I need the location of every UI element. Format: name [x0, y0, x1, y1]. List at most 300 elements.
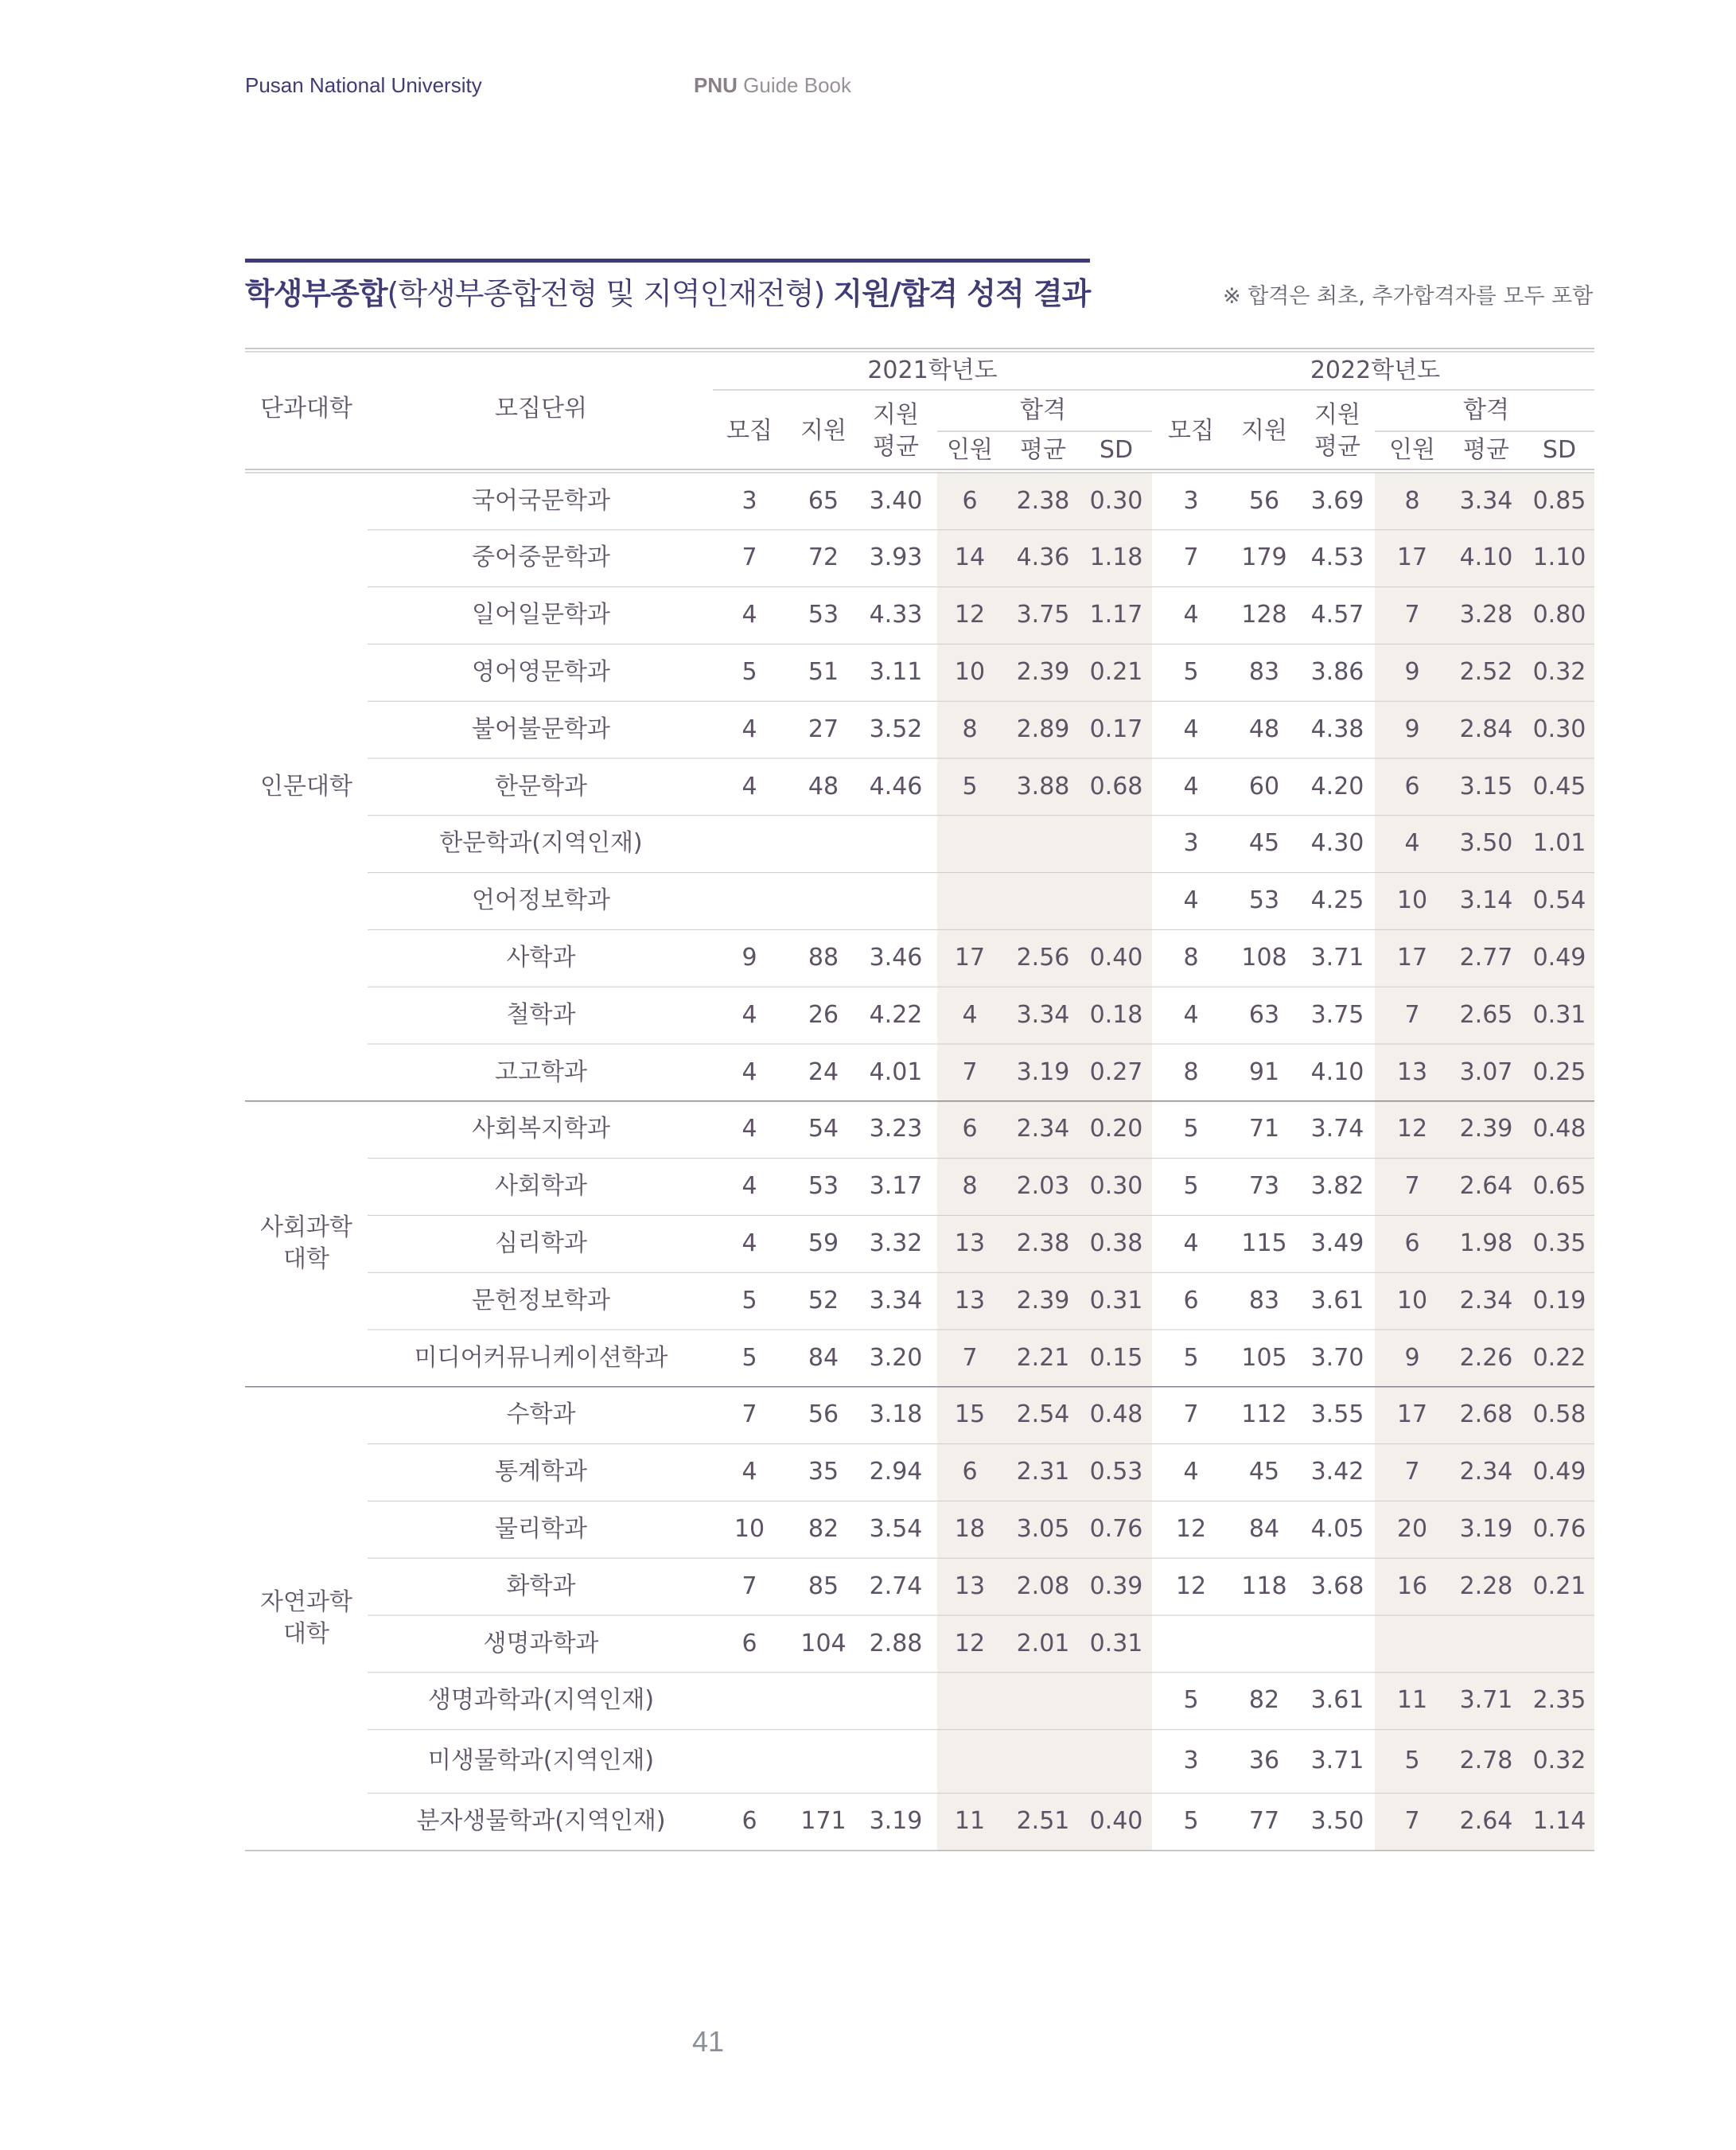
2021-recruit: 4 — [741, 772, 757, 800]
2021-sd: 0.76 — [1089, 1515, 1143, 1544]
2022-apply-avg: 4.30 — [1310, 829, 1364, 858]
2021-pass-avg: 3.34 — [1016, 1000, 1070, 1029]
2021-pass-avg: 3.05 — [1016, 1515, 1070, 1544]
2022-pass-avg: 3.28 — [1459, 601, 1513, 629]
2022-sd: 0.49 — [1532, 1458, 1586, 1486]
2022-sd: 0.49 — [1532, 944, 1586, 972]
2021-sd: 1.17 — [1089, 601, 1143, 629]
2022-recruit: 3 — [1183, 829, 1199, 858]
2021-apply: 51 — [808, 658, 839, 687]
2022-apply: 63 — [1248, 1000, 1280, 1029]
unit-name: 화학과 — [506, 1572, 576, 1600]
2022-sd: 0.21 — [1532, 1572, 1586, 1600]
unit-name: 고고학과 — [495, 1057, 587, 1086]
2021-recruit: 4 — [741, 1115, 757, 1143]
unit-name: 철학과 — [506, 1000, 576, 1029]
2022-sd: 0.35 — [1532, 1229, 1586, 1258]
2022-pass-count: 7 — [1404, 1000, 1420, 1029]
2022-sd: 0.80 — [1532, 601, 1586, 629]
2021-apply: 53 — [808, 1172, 839, 1201]
2021-recruit: 6 — [741, 1807, 757, 1836]
header-guide-book — [694, 73, 851, 98]
unit-name: 통계학과 — [495, 1458, 587, 1486]
2021-recruit: 7 — [741, 1572, 757, 1600]
2021-apply: 53 — [808, 601, 839, 629]
2022-pass-count: 20 — [1396, 1515, 1428, 1544]
2021-apply: 171 — [800, 1807, 847, 1836]
2022-recruit: 5 — [1183, 1115, 1199, 1143]
2021-pass-avg: 2.51 — [1016, 1807, 1070, 1836]
2021-apply-avg: 3.93 — [869, 543, 923, 572]
2021-apply-avg: 3.17 — [869, 1172, 923, 1201]
unit-name: 불어불문학과 — [472, 715, 610, 743]
2022-apply: 45 — [1248, 1458, 1280, 1486]
2021-sd: 0.40 — [1089, 1807, 1143, 1836]
unit-name: 한문학과 — [495, 772, 587, 800]
2022-pass-avg: 2.84 — [1459, 715, 1513, 743]
2021-recruit: 4 — [741, 1229, 757, 1258]
2022-recruit: 8 — [1183, 1057, 1199, 1086]
2022-sd: 0.65 — [1532, 1172, 1586, 1201]
2022-sd: 1.01 — [1532, 829, 1586, 858]
2021-pass-count: 15 — [954, 1400, 986, 1429]
2022-pass-count: 10 — [1396, 1286, 1428, 1315]
unit-name: 물리학과 — [495, 1515, 587, 1544]
2022-pass-count: 4 — [1404, 829, 1420, 858]
2022-apply: 83 — [1248, 658, 1280, 687]
2021-pass-avg: 2.39 — [1016, 1286, 1070, 1315]
2021-apply: 84 — [808, 1343, 839, 1372]
2022-apply-avg: 4.57 — [1310, 601, 1364, 629]
2022-pass-count: 8 — [1404, 486, 1420, 515]
title-normal: (학생부종합전형 및 지역인재전형) — [387, 276, 834, 311]
2021-pass-avg: 2.21 — [1016, 1343, 1070, 1372]
2022-recruit: 5 — [1183, 1343, 1199, 1372]
2022-pass-avg: 3.50 — [1459, 829, 1513, 858]
2022-pass-count: 13 — [1396, 1057, 1428, 1086]
2022-recruit: 4 — [1183, 1458, 1199, 1486]
2021-apply: 82 — [808, 1515, 839, 1544]
2021-pass-avg: 3.88 — [1016, 772, 1070, 800]
2022-apply: 53 — [1248, 886, 1280, 915]
header-pass-count-2022: 인원 — [1389, 435, 1435, 464]
2021-apply-avg: 3.11 — [869, 658, 923, 687]
2021-sd: 0.48 — [1089, 1400, 1143, 1429]
2022-pass-avg: 2.26 — [1459, 1343, 1513, 1372]
2022-apply: 73 — [1248, 1172, 1280, 1201]
2021-recruit: 10 — [734, 1515, 765, 1544]
2022-recruit: 5 — [1183, 1807, 1199, 1836]
2022-apply-avg: 4.10 — [1310, 1057, 1364, 1086]
2021-sd: 0.18 — [1089, 1000, 1143, 1029]
2022-pass-count: 12 — [1396, 1115, 1428, 1143]
2021-recruit: 4 — [741, 715, 757, 743]
2021-sd: 1.18 — [1089, 543, 1143, 572]
2021-apply: 59 — [808, 1229, 839, 1258]
2021-pass-avg: 4.36 — [1016, 543, 1070, 572]
2022-pass-avg: 2.52 — [1459, 658, 1513, 687]
2021-pass-count: 4 — [962, 1000, 978, 1029]
2022-apply: 56 — [1248, 486, 1280, 515]
2021-pass-count: 5 — [962, 772, 978, 800]
unit-name: 한문학과(지역인재) — [439, 829, 643, 858]
header-apply-avg-2022: 지원 평균 — [1314, 400, 1360, 461]
header-recruit-2022: 모집 — [1168, 416, 1214, 445]
2022-pass-count: 6 — [1404, 1229, 1420, 1258]
2022-pass-count: 7 — [1404, 1172, 1420, 1201]
header-university: Pusan National University — [245, 73, 482, 97]
2021-pass-count: 11 — [954, 1807, 986, 1836]
2022-pass-avg: 3.34 — [1459, 486, 1513, 515]
header-unit: 모집단위 — [495, 394, 587, 423]
2021-apply: 48 — [808, 772, 839, 800]
unit-name: 일어일문학과 — [472, 601, 610, 629]
2021-apply-avg: 3.40 — [869, 486, 923, 515]
2021-sd: 0.17 — [1089, 715, 1143, 743]
2021-pass-avg: 2.54 — [1016, 1400, 1070, 1429]
2021-apply-avg: 4.46 — [869, 772, 923, 800]
2022-recruit: 6 — [1183, 1286, 1199, 1315]
2022-apply-avg: 3.71 — [1310, 1747, 1364, 1775]
2022-sd: 1.10 — [1532, 543, 1586, 572]
unit-name: 수학과 — [506, 1400, 576, 1429]
2022-sd: 0.58 — [1532, 1400, 1586, 1429]
header-pass-avg-2021: 평균 — [1020, 435, 1066, 464]
2022-apply-avg: 4.20 — [1310, 772, 1364, 800]
2021-pass-count: 12 — [954, 601, 986, 629]
2021-pass-avg: 2.38 — [1016, 486, 1070, 515]
unit-name: 생명과학과(지역인재) — [427, 1686, 655, 1715]
unit-name: 국어국문학과 — [472, 486, 610, 515]
2022-apply: 105 — [1241, 1343, 1287, 1372]
2021-pass-avg: 2.08 — [1016, 1572, 1070, 1600]
2022-sd: 0.48 — [1532, 1115, 1586, 1143]
2021-apply-avg: 3.18 — [869, 1400, 923, 1429]
2022-sd: 2.35 — [1532, 1686, 1586, 1715]
2022-pass-avg: 3.07 — [1459, 1057, 1513, 1086]
2022-sd: 0.45 — [1532, 772, 1586, 800]
2022-pass-avg: 2.34 — [1459, 1458, 1513, 1486]
2022-sd: 0.76 — [1532, 1515, 1586, 1544]
2021-pass-count: 6 — [962, 486, 978, 515]
2022-recruit: 8 — [1183, 944, 1199, 972]
2022-apply-avg: 3.69 — [1310, 486, 1364, 515]
2021-pass-avg: 2.39 — [1016, 658, 1070, 687]
2022-apply-avg: 3.42 — [1310, 1458, 1364, 1486]
2022-apply: 82 — [1248, 1686, 1280, 1715]
college-name: 사회과학 대학 — [260, 1213, 352, 1274]
2021-apply-avg: 4.22 — [869, 1000, 923, 1029]
2022-apply: 179 — [1241, 543, 1287, 572]
2022-recruit: 4 — [1183, 1229, 1199, 1258]
2022-recruit: 7 — [1183, 543, 1199, 572]
2021-apply-avg: 3.20 — [869, 1343, 923, 1372]
2021-apply: 26 — [808, 1000, 839, 1029]
2022-recruit: 12 — [1175, 1515, 1207, 1544]
2022-pass-avg: 1.98 — [1459, 1229, 1513, 1258]
2022-apply: 36 — [1248, 1747, 1280, 1775]
2022-recruit: 5 — [1183, 1172, 1199, 1201]
2022-sd: 0.30 — [1532, 715, 1586, 743]
2021-recruit: 7 — [741, 1400, 757, 1429]
2022-recruit: 4 — [1183, 601, 1199, 629]
2022-pass-avg: 2.77 — [1459, 944, 1513, 972]
2022-sd: 0.31 — [1532, 1000, 1586, 1029]
2021-pass-avg: 2.31 — [1016, 1458, 1070, 1486]
2021-sd: 0.31 — [1089, 1286, 1143, 1315]
2022-pass-count: 11 — [1396, 1686, 1428, 1715]
header-pass-avg-2022: 평균 — [1463, 435, 1509, 464]
2021-recruit: 4 — [741, 1057, 757, 1086]
2022-recruit: 3 — [1183, 486, 1199, 515]
header-pass-2021: 합격 — [1020, 395, 1066, 424]
2022-apply-avg: 3.68 — [1310, 1572, 1364, 1600]
header-apply-2021: 지원 — [800, 416, 847, 445]
2022-apply-avg: 3.71 — [1310, 944, 1364, 972]
2021-pass-avg: 2.34 — [1016, 1115, 1070, 1143]
2022-recruit: 7 — [1183, 1400, 1199, 1429]
2021-apply: 72 — [808, 543, 839, 572]
title-underline — [245, 259, 1090, 263]
2022-recruit: 5 — [1183, 658, 1199, 687]
2021-pass-avg: 2.56 — [1016, 944, 1070, 972]
header-year-2022: 2022학년도 — [1310, 356, 1441, 384]
header-recruit-2021: 모집 — [726, 416, 773, 445]
unit-name: 문헌정보학과 — [472, 1286, 610, 1315]
2022-apply-avg: 3.75 — [1310, 1000, 1364, 1029]
2021-apply-avg: 3.34 — [869, 1286, 923, 1315]
2021-apply: 52 — [808, 1286, 839, 1315]
2021-pass-avg: 2.38 — [1016, 1229, 1070, 1258]
unit-name: 사학과 — [506, 944, 576, 972]
2022-pass-count: 9 — [1404, 715, 1420, 743]
2022-pass-count: 6 — [1404, 772, 1420, 800]
2022-apply-avg: 3.70 — [1310, 1343, 1364, 1372]
unit-name: 언어정보학과 — [472, 886, 610, 915]
unit-name: 사회학과 — [495, 1172, 587, 1201]
2022-pass-count: 10 — [1396, 886, 1428, 915]
unit-name: 심리학과 — [495, 1229, 587, 1258]
2021-apply-avg: 3.23 — [869, 1115, 923, 1143]
2021-apply: 104 — [800, 1629, 847, 1657]
unit-name: 미디어커뮤니케이션학과 — [414, 1343, 668, 1372]
2021-pass-avg: 3.19 — [1016, 1057, 1070, 1086]
unit-name: 미생물학과(지역인재) — [427, 1747, 655, 1775]
2021-apply-avg: 4.33 — [869, 601, 923, 629]
2022-recruit: 5 — [1183, 1686, 1199, 1715]
2021-sd: 0.39 — [1089, 1572, 1143, 1600]
2022-pass-count: 17 — [1396, 543, 1428, 572]
2021-pass-avg: 2.03 — [1016, 1172, 1070, 1201]
2022-sd: 1.14 — [1532, 1807, 1586, 1836]
2021-pass-avg: 3.75 — [1016, 601, 1070, 629]
2021-sd: 0.38 — [1089, 1229, 1143, 1258]
2021-pass-count: 8 — [962, 715, 978, 743]
2021-pass-avg: 2.01 — [1016, 1629, 1070, 1657]
2021-pass-count: 13 — [954, 1229, 986, 1258]
2022-pass-avg: 3.19 — [1459, 1515, 1513, 1544]
2021-pass-count: 6 — [962, 1115, 978, 1143]
header-sd-2021: SD — [1099, 435, 1134, 464]
2021-recruit: 3 — [741, 486, 757, 515]
2022-pass-count: 9 — [1404, 1343, 1420, 1372]
2022-sd: 0.32 — [1532, 658, 1586, 687]
2021-apply: 65 — [808, 486, 839, 515]
2021-apply-avg: 3.54 — [869, 1515, 923, 1544]
2022-apply: 77 — [1248, 1807, 1280, 1836]
unit-name: 생명과학과 — [483, 1629, 599, 1657]
2021-pass-count: 12 — [954, 1629, 986, 1657]
results-table — [245, 347, 1594, 1856]
2021-pass-count: 8 — [962, 1172, 978, 1201]
title-bold-2: 지원/합격 성적 결과 — [833, 276, 1091, 311]
unit-name: 분자생물학과(지역인재) — [416, 1807, 666, 1836]
2022-pass-avg: 2.39 — [1459, 1115, 1513, 1143]
2022-pass-avg: 3.15 — [1459, 772, 1513, 800]
page-number: 41 — [692, 2025, 725, 2058]
2021-sd: 0.53 — [1089, 1458, 1143, 1486]
2022-recruit: 4 — [1183, 886, 1199, 915]
2021-sd: 0.30 — [1089, 1172, 1143, 1201]
2022-pass-avg: 2.64 — [1459, 1172, 1513, 1201]
2022-sd: 0.22 — [1532, 1343, 1586, 1372]
2021-apply: 88 — [808, 944, 839, 972]
header-apply-2022: 지원 — [1241, 416, 1287, 445]
2022-pass-avg: 2.65 — [1459, 1000, 1513, 1029]
2021-sd: 0.40 — [1089, 944, 1143, 972]
2021-sd: 0.21 — [1089, 658, 1143, 687]
2021-recruit: 4 — [741, 1172, 757, 1201]
2022-apply-avg: 3.82 — [1310, 1172, 1364, 1201]
2022-apply-avg: 3.55 — [1310, 1400, 1364, 1429]
2022-pass-count: 7 — [1404, 601, 1420, 629]
2022-apply-avg: 4.05 — [1310, 1515, 1364, 1544]
2021-apply-avg: 3.32 — [869, 1229, 923, 1258]
2022-apply: 91 — [1248, 1057, 1280, 1086]
2022-sd: 0.25 — [1532, 1057, 1586, 1086]
2021-pass-count: 13 — [954, 1286, 986, 1315]
2022-apply-avg: 4.53 — [1310, 543, 1364, 572]
2022-apply-avg: 3.49 — [1310, 1229, 1364, 1258]
2022-pass-count: 16 — [1396, 1572, 1428, 1600]
2021-pass-avg: 2.89 — [1016, 715, 1070, 743]
unit-name: 중어중문학과 — [472, 543, 610, 572]
2021-pass-count: 13 — [954, 1572, 986, 1600]
2022-sd: 0.19 — [1532, 1286, 1586, 1315]
2022-apply-avg: 3.61 — [1310, 1686, 1364, 1715]
2022-pass-avg: 2.78 — [1459, 1747, 1513, 1775]
2021-apply-avg: 2.94 — [869, 1458, 923, 1486]
2021-recruit: 4 — [741, 601, 757, 629]
2022-apply-avg: 4.38 — [1310, 715, 1364, 743]
2021-apply-avg: 2.74 — [869, 1572, 923, 1600]
guide-brand: PNU — [694, 73, 738, 97]
2021-pass-count: 14 — [954, 543, 986, 572]
2022-pass-count: 9 — [1404, 658, 1420, 687]
2021-recruit: 5 — [741, 1343, 757, 1372]
2021-recruit: 6 — [741, 1629, 757, 1657]
2022-apply-avg: 3.74 — [1310, 1115, 1364, 1143]
2021-pass-count: 7 — [962, 1057, 978, 1086]
2022-apply: 84 — [1248, 1515, 1280, 1544]
2022-apply: 60 — [1248, 772, 1280, 800]
guide-rest: Guide Book — [737, 73, 851, 97]
2021-pass-count: 6 — [962, 1458, 978, 1486]
2021-recruit: 7 — [741, 543, 757, 572]
2022-sd: 0.54 — [1532, 886, 1586, 915]
2022-pass-count: 7 — [1404, 1807, 1420, 1836]
2022-apply-avg: 3.50 — [1310, 1807, 1364, 1836]
2021-recruit: 9 — [741, 944, 757, 972]
2022-pass-avg: 4.10 — [1459, 543, 1513, 572]
2022-sd: 0.85 — [1532, 486, 1586, 515]
2021-apply: 24 — [808, 1057, 839, 1086]
college-name: 자연과학 대학 — [260, 1587, 352, 1649]
2021-sd: 0.31 — [1089, 1629, 1143, 1657]
2022-apply: 45 — [1248, 829, 1280, 858]
2022-pass-avg: 2.64 — [1459, 1807, 1513, 1836]
2022-recruit: 4 — [1183, 715, 1199, 743]
header-apply-avg-2021: 지원 평균 — [873, 400, 919, 461]
2022-pass-avg: 3.71 — [1459, 1686, 1513, 1715]
2021-pass-count: 17 — [954, 944, 986, 972]
2022-recruit: 4 — [1183, 1000, 1199, 1029]
header-college: 단과대학 — [260, 394, 352, 423]
2021-recruit: 4 — [741, 1000, 757, 1029]
2021-apply-avg: 2.88 — [869, 1629, 923, 1657]
2021-sd: 0.68 — [1089, 772, 1143, 800]
unit-name: 사회복지학과 — [472, 1115, 610, 1143]
2022-apply-avg: 3.61 — [1310, 1286, 1364, 1315]
2021-apply: 85 — [808, 1572, 839, 1600]
2022-apply: 115 — [1241, 1229, 1287, 1258]
2021-recruit: 4 — [741, 1458, 757, 1486]
2021-sd: 0.30 — [1089, 486, 1143, 515]
2022-apply-avg: 3.86 — [1310, 658, 1364, 687]
2022-pass-avg: 2.28 — [1459, 1572, 1513, 1600]
2022-recruit: 4 — [1183, 772, 1199, 800]
header-pass-count-2021: 인원 — [947, 435, 993, 464]
2022-apply-avg: 4.25 — [1310, 886, 1364, 915]
2021-apply: 56 — [808, 1400, 839, 1429]
2022-apply: 112 — [1241, 1400, 1287, 1429]
title-bold-1: 학생부종합 — [245, 276, 387, 311]
2021-apply-avg: 3.52 — [869, 715, 923, 743]
header-pass-2022: 합격 — [1463, 395, 1509, 424]
2021-apply-avg: 3.46 — [869, 944, 923, 972]
2021-apply-avg: 4.01 — [869, 1057, 923, 1086]
2022-apply: 128 — [1241, 601, 1287, 629]
2022-pass-count: 5 — [1404, 1747, 1420, 1775]
2021-apply: 27 — [808, 715, 839, 743]
2022-recruit: 12 — [1175, 1572, 1207, 1600]
2022-recruit: 3 — [1183, 1747, 1199, 1775]
header-sd-2022: SD — [1542, 435, 1577, 464]
header-year-2021: 2021학년도 — [867, 356, 998, 384]
2021-sd: 0.20 — [1089, 1115, 1143, 1143]
2022-apply: 108 — [1241, 944, 1287, 972]
2021-recruit: 5 — [741, 1286, 757, 1315]
2022-apply: 83 — [1248, 1286, 1280, 1315]
2022-pass-count: 17 — [1396, 1400, 1428, 1429]
2022-sd: 0.32 — [1532, 1747, 1586, 1775]
2021-pass-count: 10 — [954, 658, 986, 687]
2022-apply: 71 — [1248, 1115, 1280, 1143]
2022-pass-count: 17 — [1396, 944, 1428, 972]
2022-pass-avg: 2.34 — [1459, 1286, 1513, 1315]
2021-pass-count: 18 — [954, 1515, 986, 1544]
2021-apply-avg: 3.19 — [869, 1807, 923, 1836]
